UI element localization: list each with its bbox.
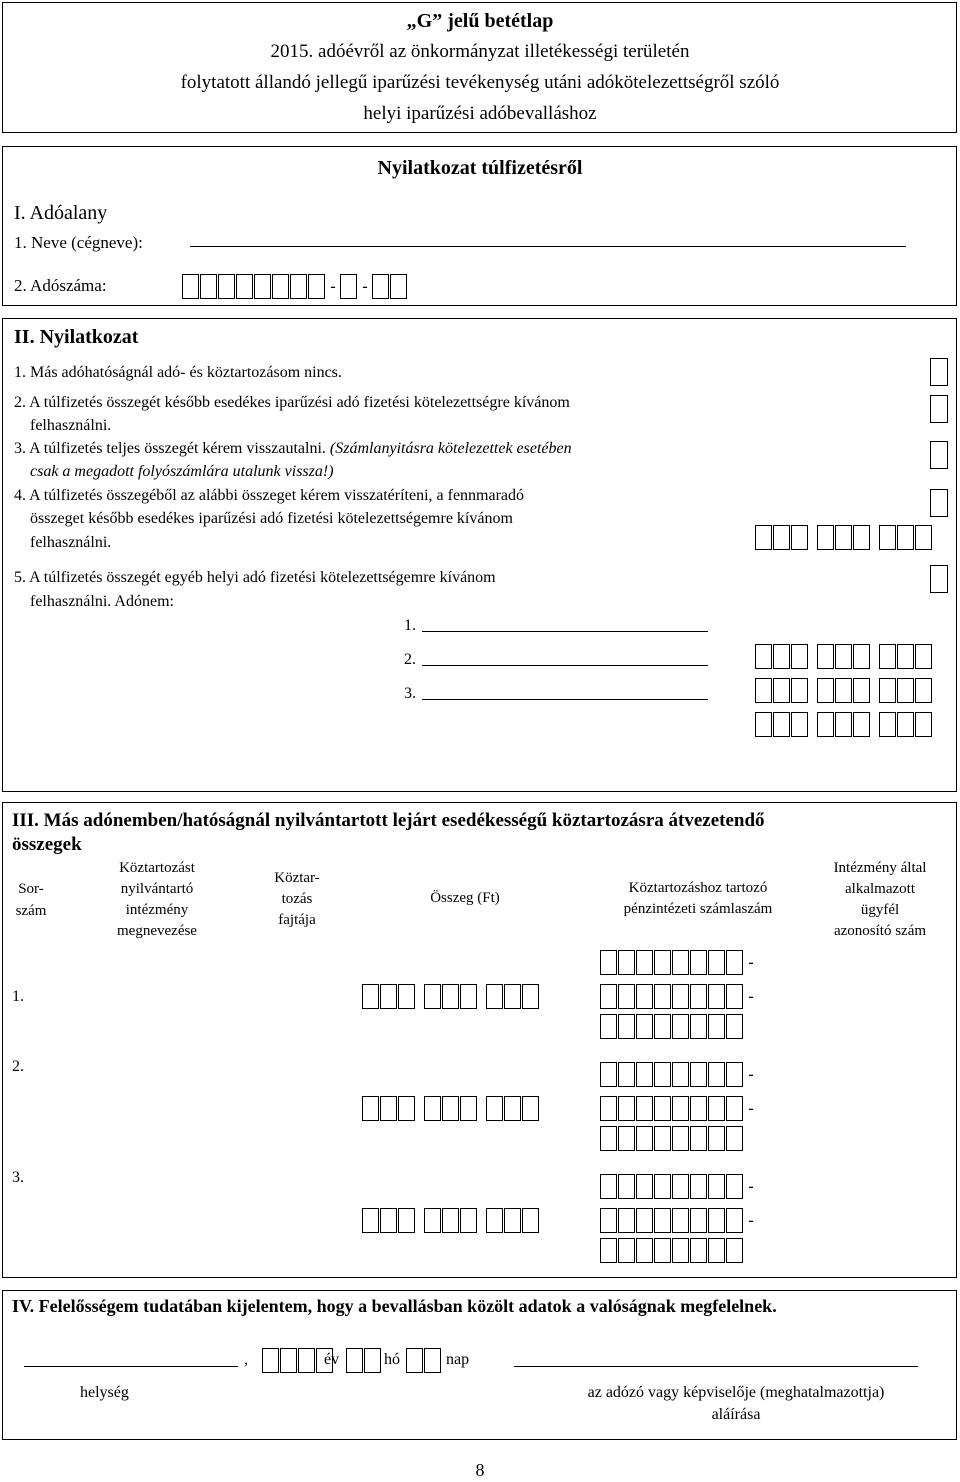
item5-text-a: 5. A túlfizetés összegét egyéb helyi adó fizetési kötelezettségemre kívánom [14,569,496,586]
col-intezmeny-line-2: nyilvántartó [120,881,194,897]
col-szamla-header [592,878,804,920]
taxnum-cells[interactable]: - - [182,274,408,299]
tax-type-1-amount-cells[interactable] [755,644,933,669]
signature-label-2: aláírása [711,1406,761,1423]
row-2-account-cells-1[interactable]: - [600,1062,758,1087]
item4-text-c: felhasználni. [30,534,112,551]
col-sorszam-line-2: szám [15,903,47,919]
section1-heading: I. Adóalany [14,202,108,224]
row-3-account-cells-3[interactable] [600,1238,744,1263]
item4-amount-cells[interactable] [755,525,933,550]
col-szamla-line-1: Köztartozáshoz tartozó [628,880,768,896]
header-line1: 2015. adóévről az önkormányzat illetékességi területén [270,41,690,62]
row-1-amount-cells[interactable] [362,984,540,1009]
col-intezmeny-line-3: intézmény [125,902,189,918]
col-osszeg-header: Összeg (Ft) [430,890,500,906]
col-fajta-line-1: Köztar- [274,870,320,886]
row-3-account-cells-1[interactable]: - [600,1174,758,1199]
tax-type-2-amount-cells[interactable] [755,678,933,703]
item3-text-italic: (Számlanyitásra kötelezettek esetében [329,440,572,457]
tax-type-3-label: 3. [404,685,416,702]
item4-text-b: összeget később esedékes iparűzési adó fizetési kötelezettségemre kívánom [30,510,513,527]
col-azonosito-line-2: alkalmazott [845,881,915,897]
item5-checkbox[interactable] [930,565,948,593]
section2-heading: II. Nyilatkozat [14,326,139,348]
col-intezmeny-line-4: megnevezése [117,923,197,939]
section3-heading-2: összegek [12,834,82,855]
col-azonosito-line-4: azonosító szám [833,923,927,939]
item3-checkbox[interactable] [930,441,948,469]
item4-text-a: 4. A túlfizetés összegéből az alábbi összeget kérem visszatéríteni, a fennmaradó [14,487,525,504]
row-1-number: 1. [12,988,24,1005]
col-azonosito-line-3: ügyfél [860,902,900,918]
row-2-amount-cells[interactable] [362,1096,540,1121]
col-azonosito-header [812,858,948,942]
month-cells[interactable] [346,1348,382,1373]
subtitle: Nyilatkozat túlfizetésről [377,157,583,179]
name-label: 1. Neve (cégneve): [14,233,143,252]
item2-text-a: 2. A túlfizetés összegét később esedékes iparűzési adó fizetési kötelezettségre kívánom [14,394,570,411]
item1-text: 1. Más adóhatóságnál adó- és köztartozásom nincs. [14,364,342,381]
tax-type-2-field[interactable] [422,665,708,666]
row-1-account-cells-1[interactable]: - [600,950,758,975]
tax-type-3-field[interactable] [422,699,708,700]
section1-box [2,146,957,306]
col-fajta-line-2: tozás [281,891,313,907]
tax-type-1-field[interactable] [422,631,708,632]
row-3-number: 3. [12,1169,24,1186]
col-sorszam-line-1: Sor- [18,881,44,897]
taxnum-label: 2. Adószáma: [14,276,107,295]
col-szamla-line-2: pénzintézeti számlaszám [623,901,773,917]
helyseg-label: helység [80,1384,129,1401]
row-1-account-cells-3[interactable] [600,1014,744,1039]
header-title: „G” jelű betétlap [406,10,554,32]
col-azonosito-line-1: Intézmény által [833,860,927,876]
month-label: hó [384,1351,400,1368]
place-field[interactable] [24,1366,238,1367]
header-line3: helyi iparűzési adóbevalláshoz [363,103,597,124]
name-field[interactable] [190,246,906,247]
tax-type-2-label: 2. [404,651,416,668]
col-sorszam-header [8,878,54,922]
item4-checkbox[interactable] [930,489,948,517]
signature-label-1: az adózó vagy képviselője (meghatalmazottja) [587,1384,885,1401]
section4-heading: IV. Felelősségem tudatában kijelentem, hogy a bevallásban közölt adatok a valóságnak megfelelnek. [12,1296,777,1316]
tax-type-3-amount-cells[interactable] [755,712,933,737]
day-cells[interactable] [406,1348,442,1373]
row-3-amount-cells[interactable] [362,1208,540,1233]
item2-text-b: felhasználni. [30,417,112,434]
col-intezmeny-line-1: Köztartozást [119,860,195,876]
day-label: nap [446,1351,470,1368]
comma: , [244,1351,248,1368]
header-line2: folytatott állandó jellegű iparűzési tevékenység utáni adókötelezettségről szóló [180,72,780,93]
item3-text-b: csak a megadott folyószámlára utalunk vissza!) [30,463,334,480]
row-2-account-cells-3[interactable] [600,1126,744,1151]
item2-checkbox[interactable] [930,395,948,423]
col-fajta-line-3: fajtája [278,912,316,928]
item3-text-normal: 3. A túlfizetés teljes összegét kérem visszautalni. [14,440,330,457]
row-2-number: 2. [12,1058,24,1075]
item3-text-a [14,440,572,458]
signature-field[interactable] [514,1366,918,1367]
row-1-account-cells-2[interactable]: - [600,984,758,1009]
row-2-account-cells-2[interactable]: - [600,1096,758,1121]
col-intezmeny-header [92,858,222,942]
col-fajta-header [256,868,338,931]
item1-checkbox[interactable] [930,358,948,386]
page-number: 8 [475,1460,485,1480]
tax-type-1-label: 1. [404,617,416,634]
row-3-account-cells-2[interactable]: - [600,1208,758,1233]
item5-text-b: felhasználni. Adónem: [30,593,174,610]
year-label: év [324,1351,340,1368]
section3-heading-1: III. Más adónemben/hatóságnál nyilvántartott lejárt esedékességű köztartozásra átvezetendő [12,810,765,831]
